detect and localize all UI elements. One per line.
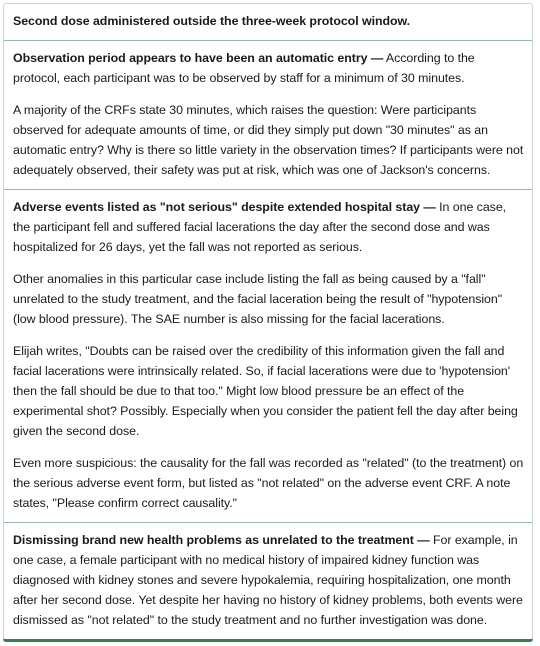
finding-text: Even more suspicious: the causality for the fall was recorded as "related" (to the treatment) on the serious adverse event form, but listed as "not related" on the adverse event CRF. A note states, "Please confirm correct causality."	[13, 456, 524, 510]
finding-paragraph	[13, 341, 524, 441]
finding-text: Elijah writes, "Doubts can be raised over the credibility of this information given the fall and facial lacerations were intrinsically related. So, if facial lacerations were due to 'hypotension' then the fall should be due to that too." Might low blood pressure be an effect of the experimental shot? Possibly. Especially when you consider the patient fell the day after being given the second dose.	[13, 344, 518, 438]
finding-text: In one case, the participant fell and suffered facial lacerations the day after the second dose and was hospitalized for 26 days, yet the fall was not reported as serious.	[13, 200, 507, 254]
finding-heading: Second dose administered outside the three-week protocol window.	[13, 14, 411, 28]
finding-paragraph	[13, 197, 524, 257]
finding-text: According to the protocol, each participant was to be observed by staff for a minimum of 30 minutes.	[13, 51, 475, 85]
finding-text: For example, in one case, a female participant with no medical history of impaired kidney function was diagnosed with kidney stones and severe hypokalemia, requiring hospitalization, one month after her second dose. Yet despite her having no history of kidney problems, both events were dismissed as "not related" to the study treatment and no further investigation was done.	[13, 533, 523, 627]
finding-paragraph	[13, 48, 524, 88]
finding-adverse-events	[4, 190, 532, 523]
finding-text: A majority of the CRFs state 30 minutes, which raises the question: Were participants observed for adequate amounts of time, or did they simply put down "30 minutes" as an automatic entry? Why is there so little variety in the observation times? If participants were not adequately observed, their safety was put at risk, which was one of Jackson's concerns.	[13, 103, 524, 177]
finding-heading: Dismissing brand new health problems as unrelated to the treatment —	[13, 533, 430, 547]
article-table	[3, 3, 533, 640]
finding-second-dose-window	[4, 4, 532, 41]
finding-observation-period	[4, 41, 532, 190]
finding-paragraph	[13, 11, 524, 31]
finding-heading: Observation period appears to have been an automatic entry —	[13, 51, 384, 65]
finding-paragraph	[13, 100, 524, 180]
frame-bottom-accent	[3, 639, 533, 642]
finding-dismissing-health-problems	[4, 523, 532, 639]
finding-paragraph	[13, 453, 524, 513]
finding-heading: Adverse events listed as "not serious" despite extended hospital stay —	[13, 200, 436, 214]
finding-text: Other anomalies in this particular case include listing the fall as being caused by a "fall" unrelated to the study treatment, and the facial laceration being the result of "hypotension" (low blood pressure). The SAE number is also missing for the facial lacerations.	[13, 272, 503, 326]
finding-paragraph	[13, 269, 524, 329]
finding-paragraph	[13, 530, 524, 630]
